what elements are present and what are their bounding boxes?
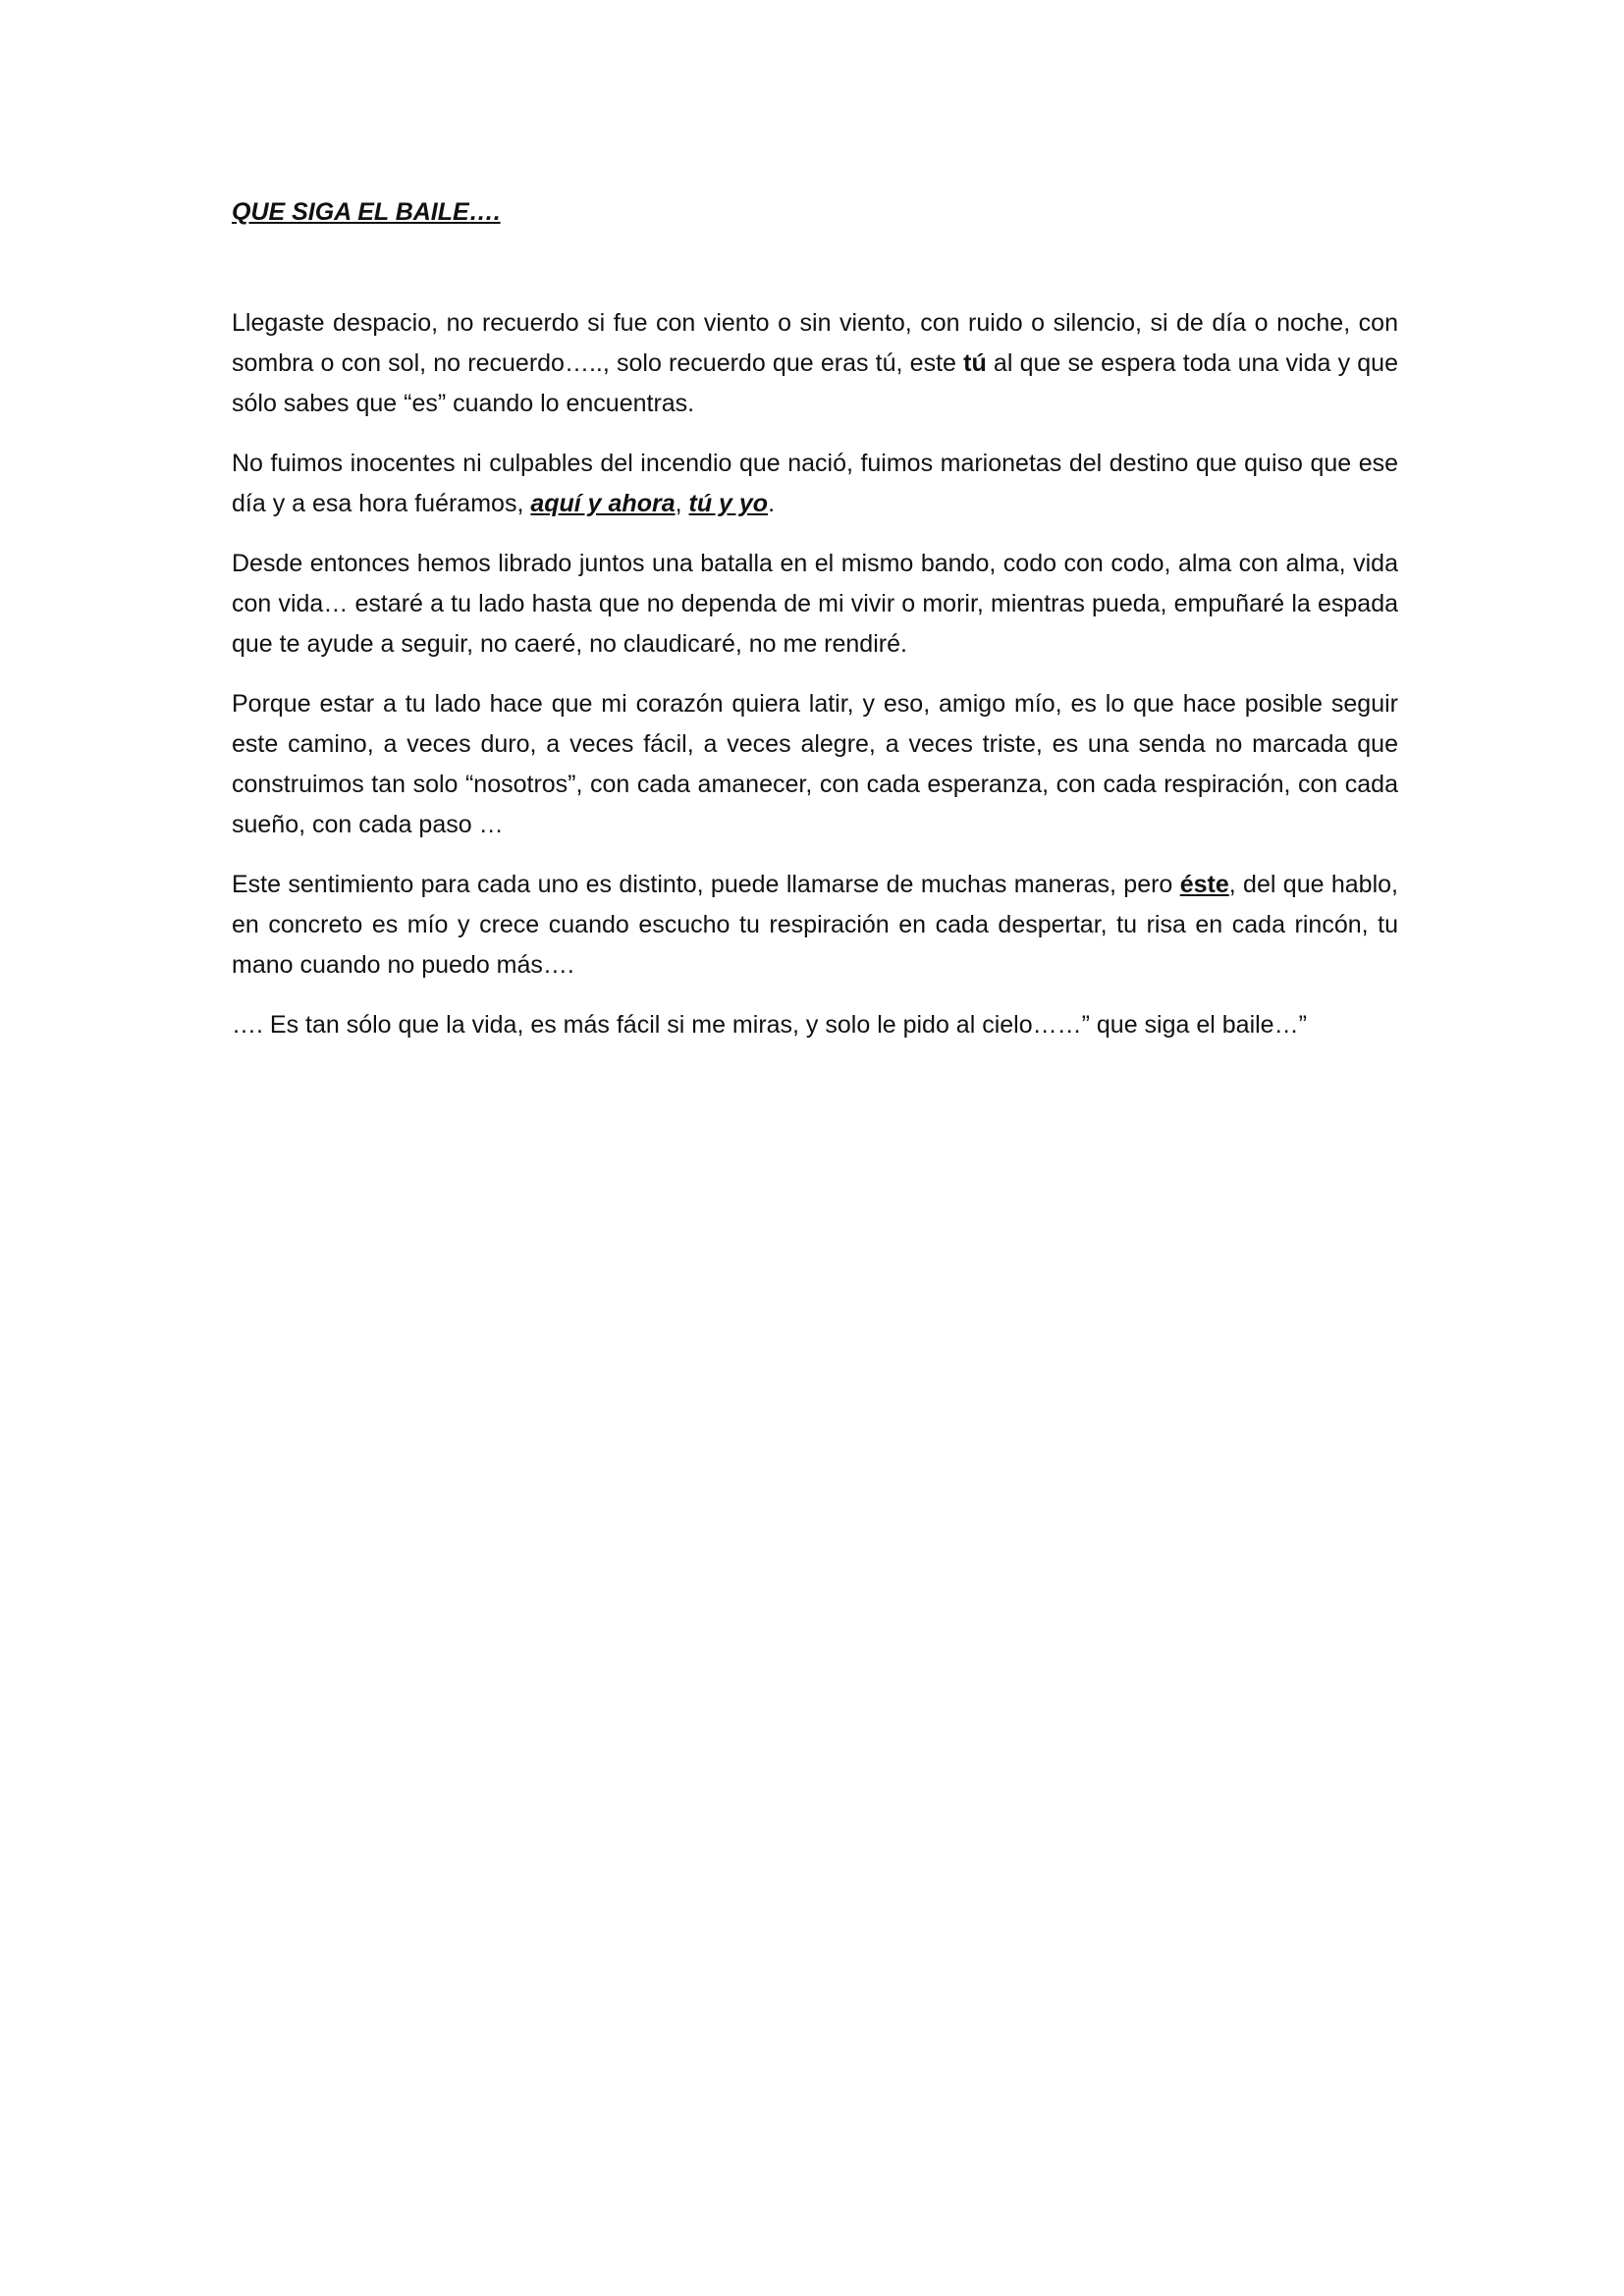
document-title: QUE SIGA EL BAILE….	[232, 198, 501, 226]
paragraph-1-text-c: al que se espera toda una vida y que sólo sabes que “es” cuando lo encuentras.	[232, 349, 1398, 417]
paragraph-6: …. Es tan sólo que la vida, es más fácil si me miras, y solo le pido al cielo……” que siga el baile…”	[232, 1011, 1307, 1039]
paragraph-1-text-a: Llegaste despacio, no recuerdo si fue con viento o sin viento, con ruido o silencio, si de día o noche, con sombra o con sol, no recuerdo….., solo recuerdo que eras tú, este	[232, 309, 1398, 377]
paragraph-2-emphasis-tu-y-yo: tú y yo	[688, 490, 769, 517]
paragraph-5	[232, 865, 1398, 986]
paragraph-2-emphasis-aqui-y-ahora: aquí y ahora	[530, 490, 676, 517]
paragraph-2	[232, 444, 1398, 524]
paragraph-3: Desde entonces hemos librado juntos una batalla en el mismo bando, codo con codo, alma con alma, vida con vida… estaré a tu lado hasta que no dependa de mi vivir o morir, mientras pueda, empuñaré la espada que te ayude a seguir, no caeré, no claudicaré, no me rendiré.	[232, 550, 1398, 658]
paragraph-5-text-a: Este sentimiento para cada uno es distinto, puede llamarse de muchas maneras, pero	[232, 871, 1180, 898]
paragraph-4: Porque estar a tu lado hace que mi corazón quiera latir, y eso, amigo mío, es lo que hace posible seguir este camino, a veces duro, a veces fácil, a veces alegre, a veces triste, es una senda no marcada que construimos tan solo “nosotros”, con cada amanecer, con cada esperanza, con cada respiración, con cada sueño, con cada paso …	[232, 690, 1398, 838]
paragraph-1	[232, 303, 1398, 424]
paragraph-2-text-e: .	[768, 490, 776, 517]
paragraph-5-text-c: , del que hablo, en concreto es mío y crece cuando escucho tu respiración en cada despertar, tu risa en cada rincón, tu mano cuando no puedo más….	[232, 871, 1398, 979]
paragraph-1-bold-tu: tú	[963, 349, 987, 377]
paragraph-5-emphasis-este: éste	[1179, 871, 1229, 898]
paragraph-2-text-a: No fuimos inocentes ni culpables del incendio que nació, fuimos marionetas del destino que quiso que ese día y a esa hora fuéramos,	[232, 450, 1398, 517]
document-body	[232, 192, 1398, 1065]
paragraph-2-text-c: ,	[675, 490, 689, 517]
